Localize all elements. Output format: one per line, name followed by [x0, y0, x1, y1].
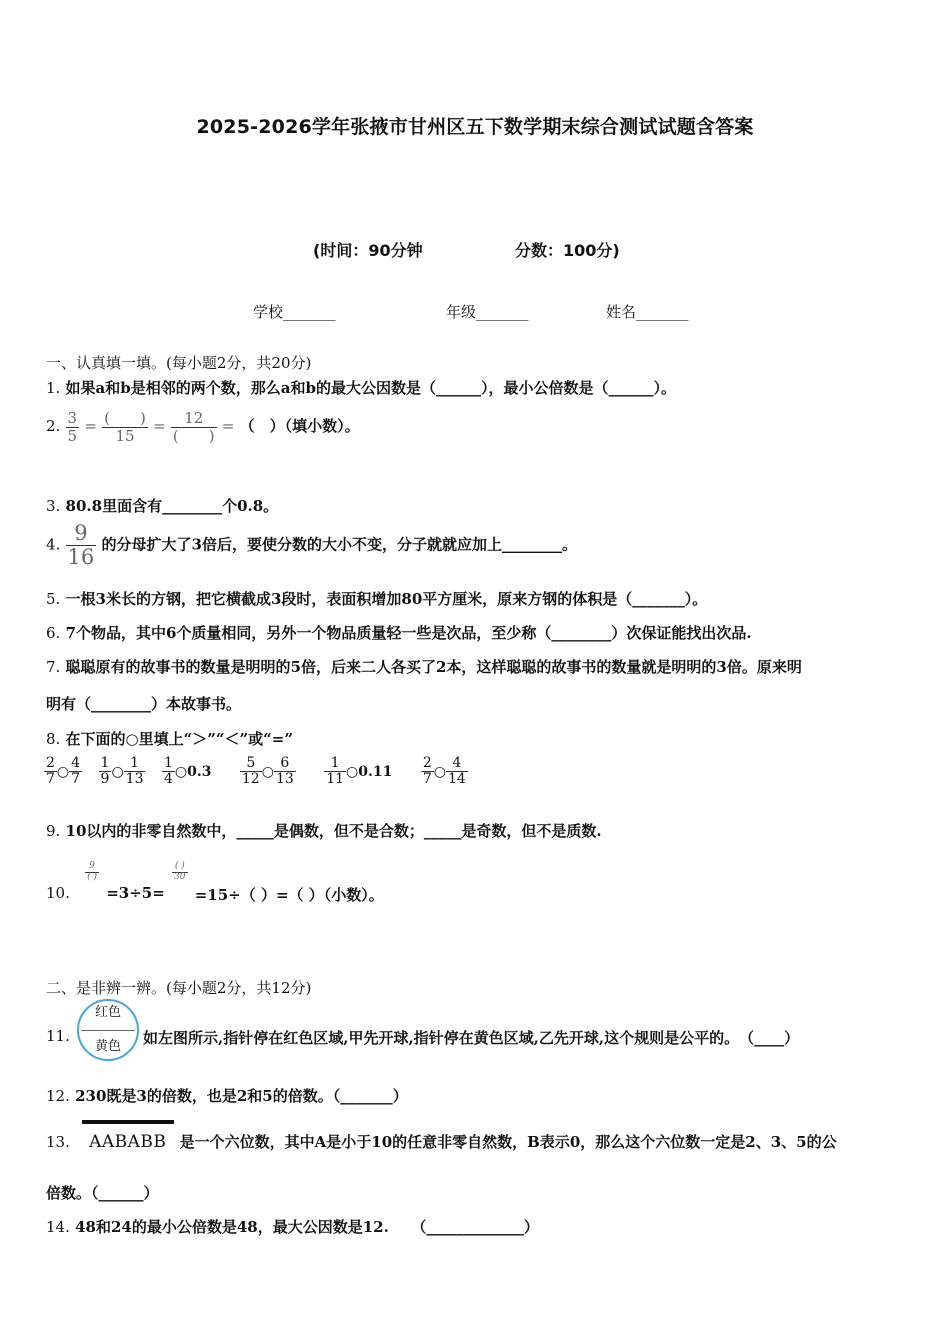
- spinner-divider: [81, 1030, 135, 1031]
- question-9: [46, 820, 602, 841]
- question-number: 14.: [46, 1218, 70, 1236]
- fraction-3-5: $\frac{3}{5}$: [67, 409, 78, 445]
- comparison-3: $\frac{1}{4}$ ○0.3: [163, 755, 212, 788]
- question-6: [46, 622, 752, 643]
- question-7: [46, 656, 802, 677]
- fraction-12-blank: $\frac{12}{( )}$: [172, 409, 215, 445]
- fraction-blank-15: $\frac{( )}{15}$: [104, 409, 146, 445]
- comparison-4: $\frac{5}{12}$ ○ $\frac{6}{13}$: [241, 755, 294, 788]
- red-region-label: 红色: [94, 1005, 121, 1020]
- question-14: [46, 1216, 539, 1237]
- question-number: 1.: [46, 379, 61, 397]
- question-number: 13.: [46, 1133, 70, 1151]
- fraction-9-16: $\frac{9}{16}$: [67, 521, 95, 570]
- question-text: 230既是3的倍数，也是2和5的倍数。（_______）: [75, 1087, 408, 1105]
- question-text: 如左图所示,指针停在红色区域,甲先开球,指针停在黄色区域,乙先开球,这个规则是公平的。 （____）: [143, 1029, 800, 1047]
- question-number: 10.: [46, 884, 70, 902]
- question-number: 3.: [46, 497, 61, 515]
- question-number: 4.: [46, 535, 61, 554]
- fraction-9-blank: $\frac{9}{( )}$: [87, 861, 97, 882]
- comparison-1: $\frac{2}{7}$ ○ $\frac{4}{7}$: [46, 755, 81, 788]
- question-number: 2.: [46, 417, 61, 435]
- question-12: [46, 1085, 408, 1106]
- question-2: 2. $\frac{3}{5}$ = $\frac{( )}{15}$ = $\frac{12}{( )}$ = （ ）（填小数）。: [46, 409, 360, 445]
- question-text: =15÷（ ）=（ ）（小数）。: [194, 886, 384, 904]
- question-1: [46, 377, 676, 398]
- question-3: [46, 495, 278, 516]
- question-text: （ ）（填小数）。: [239, 417, 360, 435]
- section-two-heading: 二、是非辨一辨。(每小题2分，共12分): [46, 979, 312, 997]
- question-number: 12.: [46, 1087, 70, 1105]
- exam-score: 分数：100分): [515, 241, 620, 260]
- question-text-line-2: 倍数。（______）: [46, 1184, 159, 1202]
- question-number: 5.: [46, 590, 61, 608]
- question-number: 9.: [46, 822, 61, 840]
- question-number: 6.: [46, 624, 61, 642]
- spinner-wheel: [77, 999, 139, 1061]
- comparison-2: $\frac{1}{9}$ ○ $\frac{1}{13}$: [100, 755, 144, 788]
- question-text: 如果a和b是相邻的两个数，那么a和b的最大公因数是（______），最小公倍数是（______）。: [65, 379, 676, 397]
- fraction-blank-30: $\frac{( )}{30}$: [174, 861, 186, 882]
- question-text: 7个物品，其中6个质量相同，另外一个物品质量轻一些是次品，至少称（________）次保证能找出次品.: [65, 624, 752, 642]
- comparison-6: $\frac{2}{7}$ ○ $\frac{4}{14}$: [422, 755, 466, 788]
- question-8: [46, 728, 293, 749]
- grade-field: 年级_______: [446, 303, 529, 321]
- question-5: [46, 588, 707, 609]
- question-text: 在下面的○里填上“＞”“＜”或“=”: [65, 730, 293, 748]
- overline-bar: [82, 1120, 174, 1124]
- name-field: 姓名_______: [606, 303, 689, 321]
- comparison-5: $\frac{1}{11}$ ○0.11: [326, 755, 393, 788]
- six-digit-number: AABABB: [89, 1132, 167, 1152]
- question-text: 48和24的最小公倍数是48，最大公因数是12. （_____________）: [75, 1218, 539, 1236]
- question-text-line-1: 是一个六位数，其中A是小于10的任意非零自然数，B表示0，那么这个六位数一定是2、3、5的公: [179, 1133, 837, 1151]
- comparison-row: [44, 756, 468, 788]
- question-7-continued: [46, 693, 241, 714]
- question-text: 的分母扩大了3倍后，要使分数的大小不变，分子就就应加上________。: [101, 535, 577, 554]
- school-field: 学校_______: [253, 303, 336, 321]
- question-text: 80.8里面含有________个0.8。: [65, 497, 279, 515]
- question-number: 8.: [46, 730, 61, 748]
- yellow-region-label: 黄色: [94, 1039, 121, 1054]
- question-number: 11.: [46, 1027, 70, 1045]
- section-one-heading: 一、认真填一填。(每小题2分，共20分): [46, 354, 312, 372]
- question-11-number: [46, 1027, 70, 1045]
- question-number: 7.: [46, 658, 61, 676]
- question-13-continued: [46, 1182, 159, 1203]
- question-text: 一根3米长的方钢，把它横截成3段时，表面积增加80平方厘米，原来方钢的体积是（_______）。: [65, 590, 708, 608]
- question-text-line-2: 明有（________）本故事书。: [46, 695, 242, 713]
- exam-time: (时间：90分钟: [313, 241, 423, 260]
- question-11: [143, 1027, 799, 1048]
- page-title: 2025-2026学年张掖市甘州区五下数学期末综合测试试题含答案: [196, 116, 754, 138]
- question-text: 10以内的非零自然数中，_____是偶数，但不是合数；_____是奇数，但不是质数.: [65, 822, 602, 840]
- question-4: [46, 522, 577, 569]
- question-10: 10. $\frac{9}{( )}$ =3÷5= $\frac{( )}{30}$ =15÷（ ）=（ ）（小数）。: [46, 861, 384, 904]
- question-13: [46, 1131, 837, 1152]
- question-text-line-1: 聪聪原有的故事书的数量是明明的5倍，后来二人各买了2本，这样聪聪的故事书的数量就是明明的3倍。原来明: [65, 658, 802, 676]
